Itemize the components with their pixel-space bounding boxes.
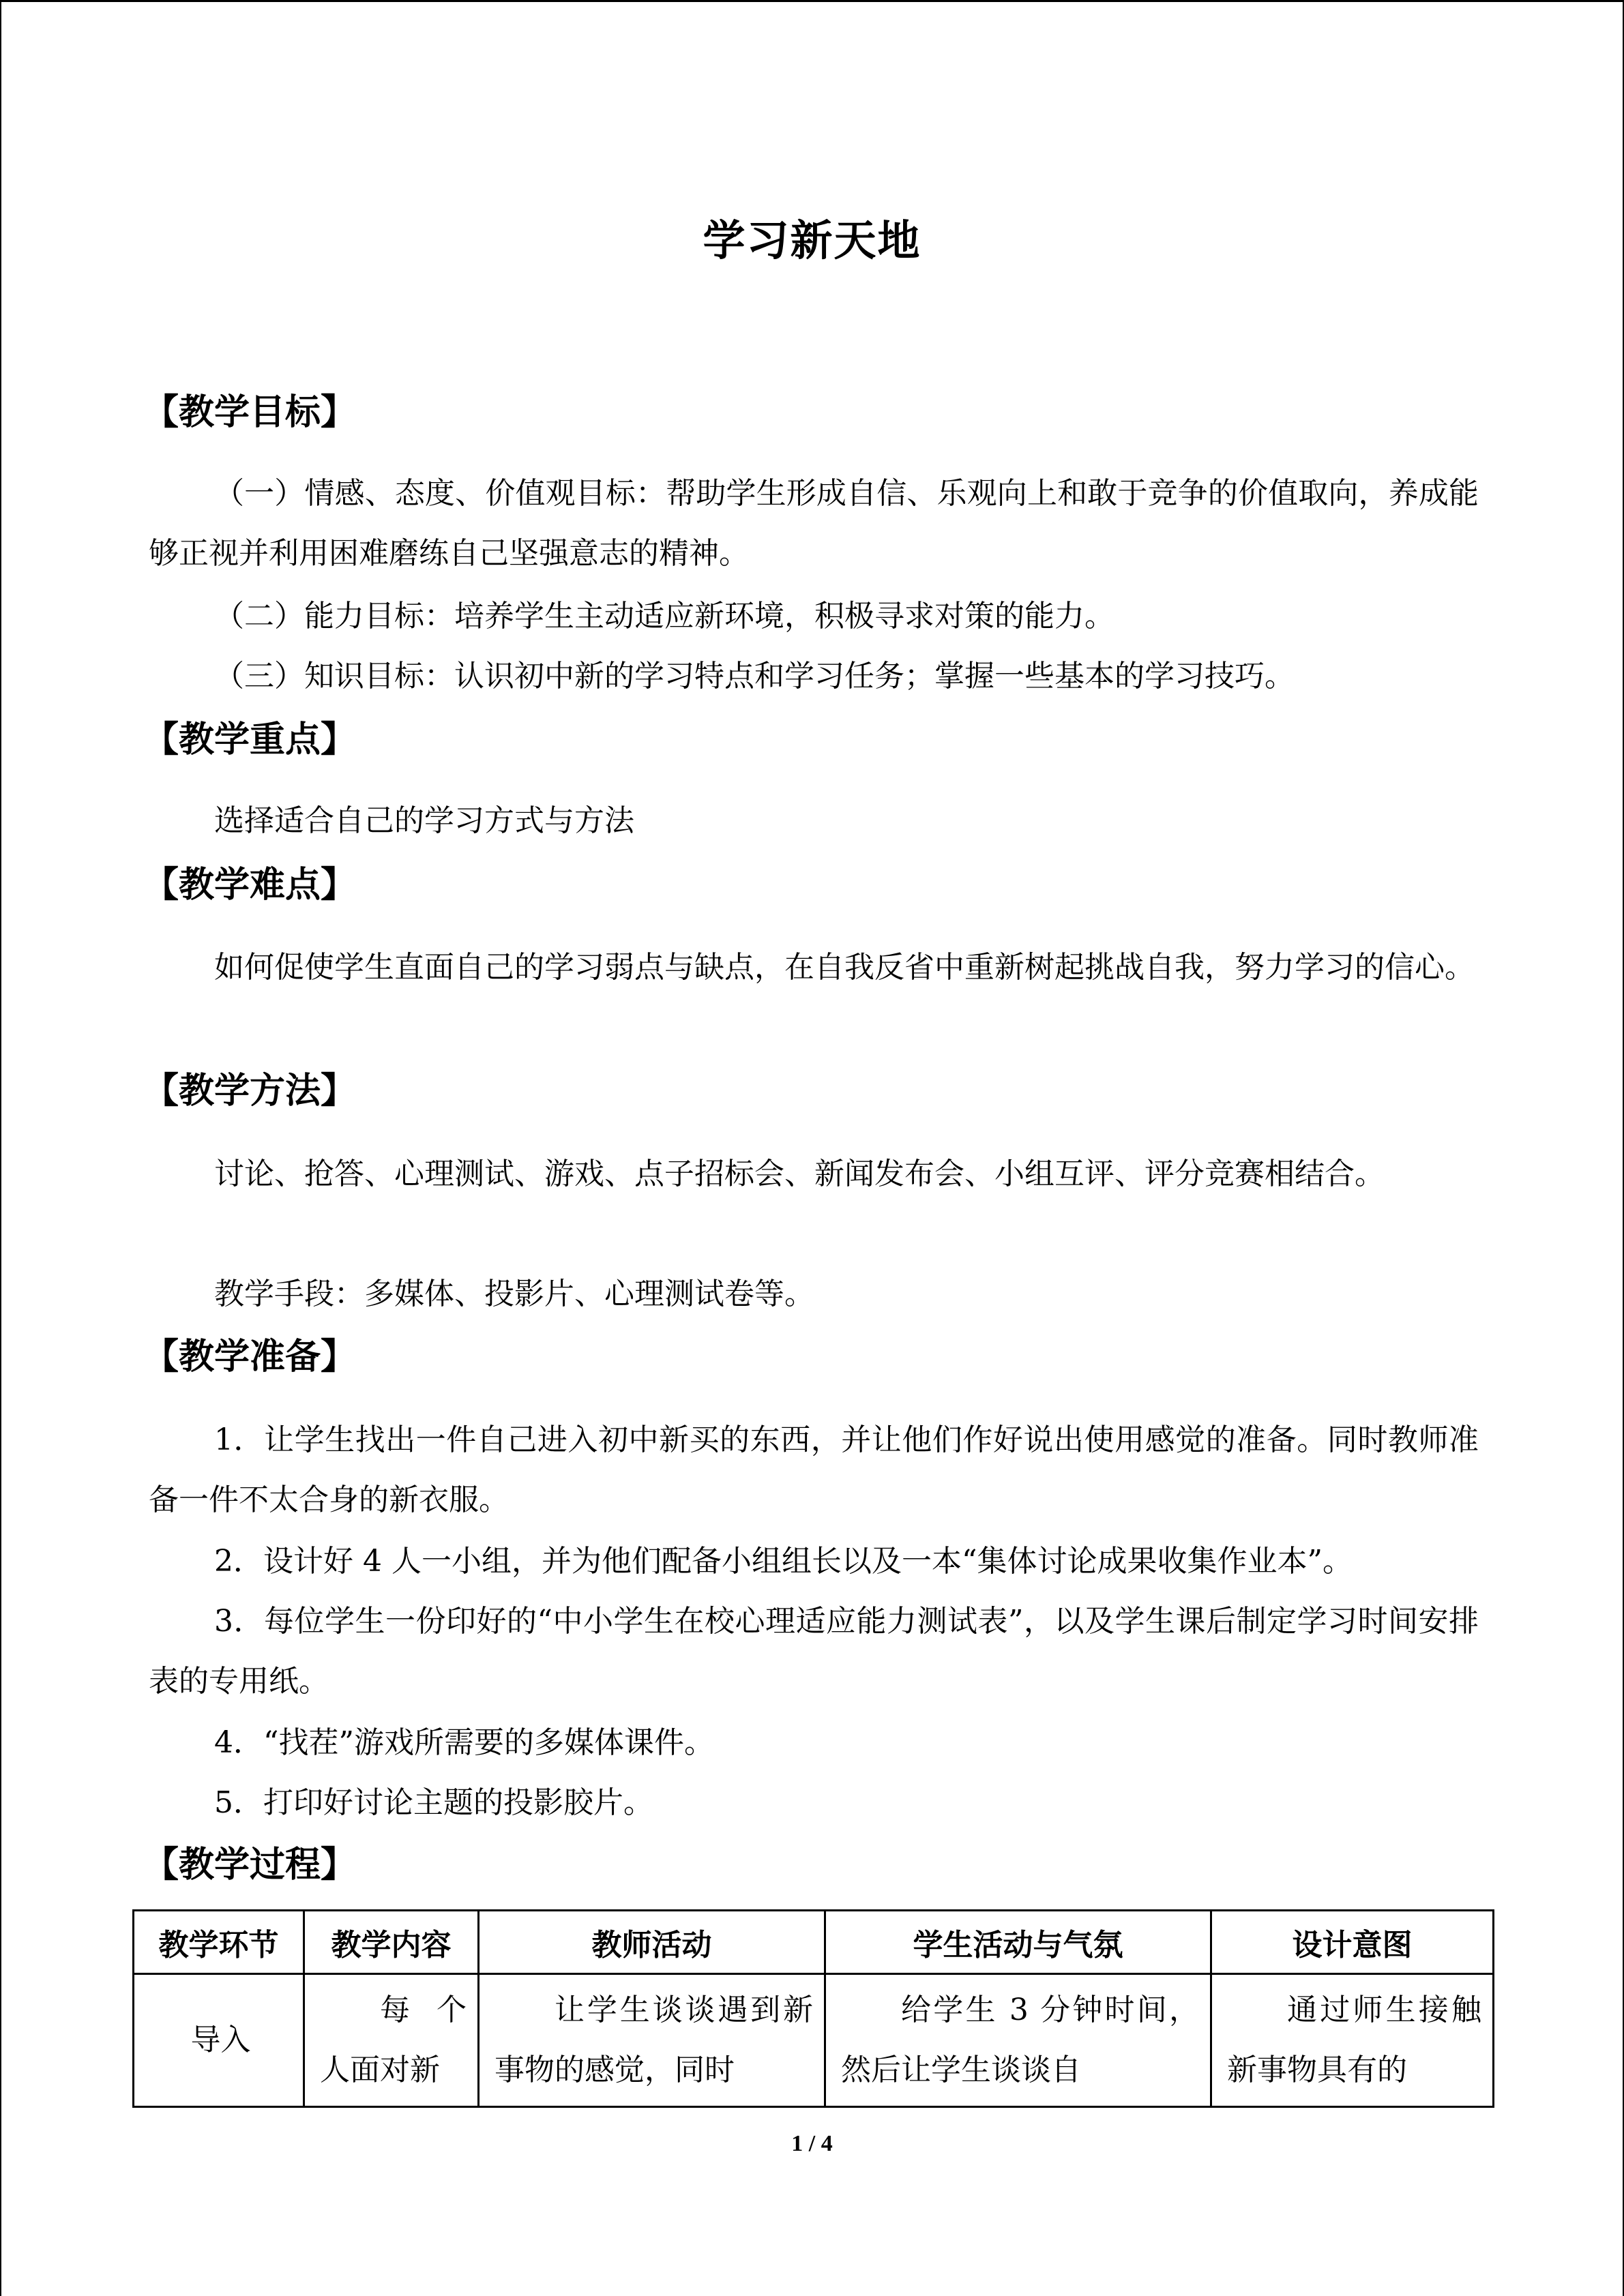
methods-text: 讨论、抢答、心理测试、游戏、点子招标会、新闻发布会、小组互评、评分竞赛相结合。 (214, 1157, 1385, 1191)
table-row (134, 1974, 1494, 2107)
cell-design-intent: 通过师生接触新事物具有的 (1211, 1974, 1494, 2107)
preparation-item-2: 2．设计好 4 人一小组，并为他们配备小组组长以及一本“集体讨论成果收集作业本”。 (214, 1544, 1353, 1579)
page-number: 1 / 4 (791, 2131, 833, 2156)
header-student-activity: 学生活动与气氛 (825, 1911, 1211, 1974)
key-points-text: 选择适合自己的学习方式与方法 (214, 803, 634, 838)
heading-difficulties: 【教学难点】 (143, 865, 357, 906)
cell-teacher-activity: 让学生谈谈遇到新事物的感觉，同时 (479, 1974, 825, 2107)
header-design-intent: 设计意图 (1211, 1911, 1494, 1974)
table-header-row (134, 1911, 1494, 1974)
page-top-border (0, 0, 1624, 2)
preparation-item-5: 5．打印好讨论主题的投影胶片。 (214, 1785, 653, 1820)
methods-means: 教学手段：多媒体、投影片、心理测试卷等。 (214, 1277, 814, 1311)
objective-3: （三）知识目标：认识初中新的学习特点和学习任务；掌握一些基本的学习技巧。 (214, 659, 1295, 694)
cell-student-activity: 给学生 3 分钟时间，然后让学生谈谈自 (825, 1974, 1211, 2107)
cell-stage: 导入 (134, 1974, 304, 2107)
objective-2: （二）能力目标：培养学生主动适应新环境，积极寻求对策的能力。 (214, 599, 1114, 633)
document-title: 学习新天地 (703, 215, 921, 265)
preparation-item-1: 1．让学生找出一件自己进入初中新买的东西，并让他们作好说出使用感觉的准备。同时教师准备一件不太合身的新衣服。 (149, 1422, 1479, 1517)
header-stage: 教学环节 (134, 1911, 304, 1974)
objective-1: （一）情感、态度、价值观目标：帮助学生形成自信、乐观向上和敢于竞争的价值取向，养成能够正视并利用困难磨练自己坚强意志的精神。 (149, 476, 1479, 571)
process-table (132, 1909, 1494, 2108)
preparation-item-3: 3．每位学生一份印好的“中小学生在校心理适应能力测试表”，以及学生课后制定学习时间安排表的专用纸。 (149, 1604, 1479, 1699)
preparation-item-4: 4．“找茬”游戏所需要的多媒体课件。 (214, 1725, 714, 1760)
heading-objectives: 【教学目标】 (143, 392, 357, 433)
page-left-border (0, 0, 1, 2296)
heading-key-points: 【教学重点】 (143, 719, 357, 760)
header-teacher-activity: 教师活动 (479, 1911, 825, 1974)
heading-process: 【教学过程】 (143, 1845, 357, 1885)
difficulties-text: 如何促使学生直面自己的学习弱点与缺点，在自我反省中重新树起挑战自我，努力学习的信心。 (214, 950, 1475, 985)
heading-preparation: 【教学准备】 (143, 1337, 357, 1377)
cell-content: 每个人面对新 (304, 1974, 479, 2107)
heading-methods: 【教学方法】 (143, 1071, 357, 1112)
header-content: 教学内容 (304, 1911, 479, 1974)
